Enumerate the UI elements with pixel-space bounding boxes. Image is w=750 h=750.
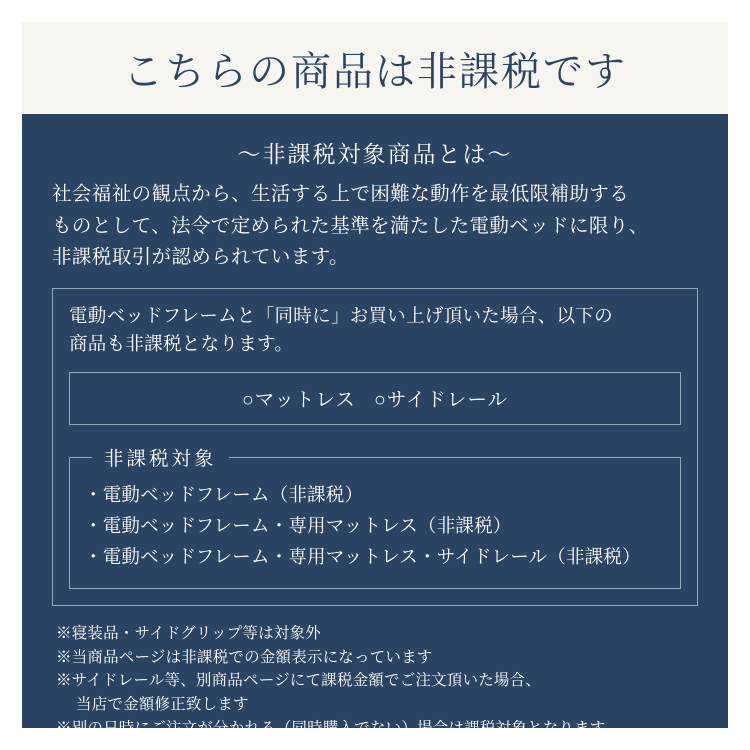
note-line: ※当商品ページは非課税での金額表示になっています <box>56 648 433 666</box>
combo-item-siderail: ○サイドレール <box>373 390 508 412</box>
lead-line-2: ものとして、法令で定められた基準を満たした電動ベッドに限り、 <box>52 215 649 237</box>
combo-item-mattress: ○マットレス <box>242 390 356 412</box>
tax-exempt-target-box <box>69 443 681 589</box>
combo-line-1: 電動ベッドフレームと「同時に」お買い上げ頂いた場合、以下の <box>69 306 613 327</box>
combo-box <box>52 288 698 607</box>
tax-exempt-legend: 非課税対象 <box>104 449 217 471</box>
note-line: ※別の日時にご注文が分かれる（同時購入でない）場合は課税対象となります <box>56 719 606 737</box>
tax-exempt-list <box>84 481 666 574</box>
info-panel <box>22 22 728 737</box>
lead-line-3: 非課税取引が認められています。 <box>52 247 349 269</box>
section-subtitle: ～非課税対象商品とは～ <box>237 142 513 167</box>
note-line: ※サイドレール等、別商品ページにて課税金額でご注文頂いた場合、 <box>56 672 541 690</box>
list-item: ・電動ベッドフレーム・専用マットレス（非課税） <box>84 517 512 538</box>
lead-text <box>52 179 698 274</box>
body-area <box>22 114 728 750</box>
list-item: ・電動ベッドフレーム・専用マットレス・サイドレール（非課税） <box>84 548 641 569</box>
note-line: 当店で金額修正致します <box>76 695 249 713</box>
notes-area <box>52 622 698 740</box>
lead-line-1: 社会福祉の観点から、生活する上で困難な動作を最低限補助する <box>52 184 630 205</box>
header-band <box>22 22 728 114</box>
note-line: ※寝装品・サイドグリップ等は対象外 <box>56 625 321 643</box>
list-item: ・電動ベッドフレーム（非課税） <box>84 486 364 507</box>
combo-line-2: 商品も非課税となります。 <box>69 335 294 356</box>
combo-item-list <box>69 372 681 425</box>
combo-text <box>69 303 681 360</box>
page-title: こちらの商品は非課税です <box>123 48 627 94</box>
